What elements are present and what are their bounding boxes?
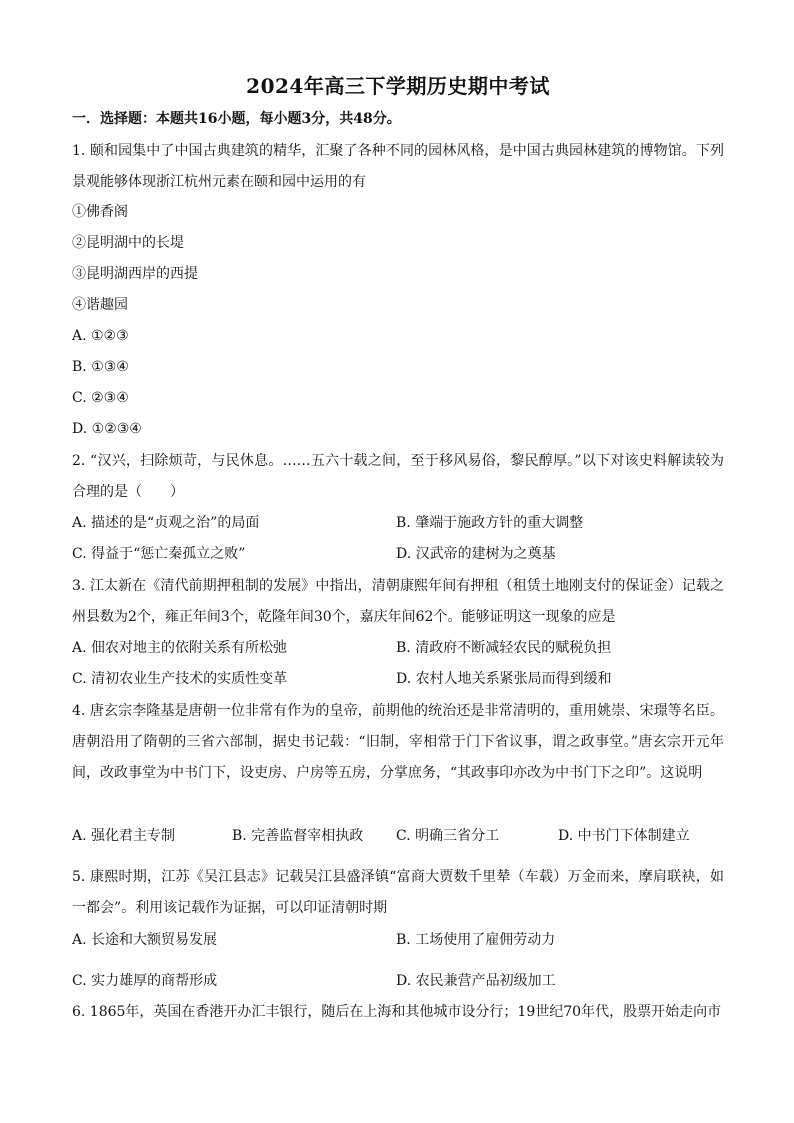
- question-5-option-c: C. 实力雄厚的商帮形成: [72, 973, 218, 989]
- question-1-option-a: A. ①②③: [72, 328, 129, 344]
- question-4-option-a: A. 强化君主专制: [72, 828, 176, 844]
- question-1-option-d: D. ①②③④: [72, 421, 142, 437]
- question-1-item: ②昆明湖中的长堤: [72, 235, 184, 251]
- question-2-option-c: C. 得益于“惩亡秦孤立之败”: [72, 546, 246, 562]
- section-heading: 一．选择题：本题共16小题，每小题3分，共48分。: [72, 111, 401, 127]
- question-1-stem: 1. 颐和园集中了中国古典建筑的精华，汇聚了各种不同的园林风格，是中国古典园林建筑的博物馆。下列景观能够体现浙江杭州元素在颐和园中运用的有: [72, 143, 724, 190]
- question-5-option-a: A. 长途和大额贸易发展: [72, 932, 218, 948]
- question-3-stem: 3. 江太新在《清代前期押租制的发展》中指出，清朝康熙年间有押租（租赁土地刚支付的保证金）记载之州县数为2个，雍正年间3个，乾隆年间30个，嘉庆年间62个。能够证明这一现象的应是: [72, 578, 724, 625]
- question-4-option-d: D. 中书门下体制建立: [558, 828, 690, 844]
- question-6-stem: 6. 1865年，英国在香港开办汇丰银行，随后在上海和其他城市设分行；19世纪70年代，股票开始走向市: [72, 1004, 722, 1020]
- question-4-option-b: B. 完善监督宰相执政: [232, 828, 364, 844]
- question-2-option-d: D. 汉武帝的建树为之奠基: [396, 546, 556, 562]
- question-4-option-c: C. 明确三省分工: [396, 828, 500, 844]
- question-4-stem: 4. 唐玄宗李隆基是唐朝一位非常有作为的皇帝，前期他的统治还是非常清明的，重用姚崇、宋璟等名臣。唐朝沿用了隋朝的三省六部制，据史书记载：“旧制，宰相常于门下省议事，谓之政事堂。”唐玄宗开元年间，改政事堂为中书门下，设吏房、户房等五房，分掌庶务，“其政事印亦改为中书门下之印”。这说明: [72, 703, 724, 781]
- question-2-option-b: B. 肇端于施政方针的重大调整: [396, 515, 584, 531]
- question-3-option-c: C. 清初农业生产技术的实质性变革: [72, 671, 288, 687]
- question-1-option-b: B. ①③④: [72, 359, 129, 375]
- question-2-stem: 2. “汉兴，扫除烦苛，与民休息。……五六十载之间，至于移风易俗，黎民醇厚。”以下对该史料解读较为合理的是（ ）: [72, 453, 724, 500]
- question-5-stem: 5. 康熙时期，江苏《吴江县志》记载吴江县盛泽镇“富商大贾数千里辇（车载）万金而来，摩肩联袂，如一都会”。利用该记载作为证据，可以印证清朝时期: [72, 869, 724, 916]
- question-5-option-d: D. 农民兼营产品初级加工: [396, 973, 556, 989]
- question-3-option-a: A. 佃农对地主的依附关系有所松弛: [72, 640, 288, 656]
- question-3-option-d: D. 农村人地关系紧张局而得到缓和: [396, 671, 612, 687]
- question-1-item: ③昆明湖西岸的西提: [72, 266, 198, 282]
- page-title: 2024年高三下学期历史期中考试: [246, 74, 550, 98]
- question-5-option-b: B. 工场使用了雇佣劳动力: [396, 932, 556, 948]
- question-2-option-a: A. 描述的是“贞观之治”的局面: [72, 515, 260, 531]
- question-3-option-b: B. 清政府不断减轻农民的赋税负担: [396, 640, 612, 656]
- question-1-item: ①佛香阁: [72, 204, 128, 220]
- question-1-option-c: C. ②③④: [72, 390, 129, 406]
- question-1-item: ④谐趣园: [72, 297, 128, 313]
